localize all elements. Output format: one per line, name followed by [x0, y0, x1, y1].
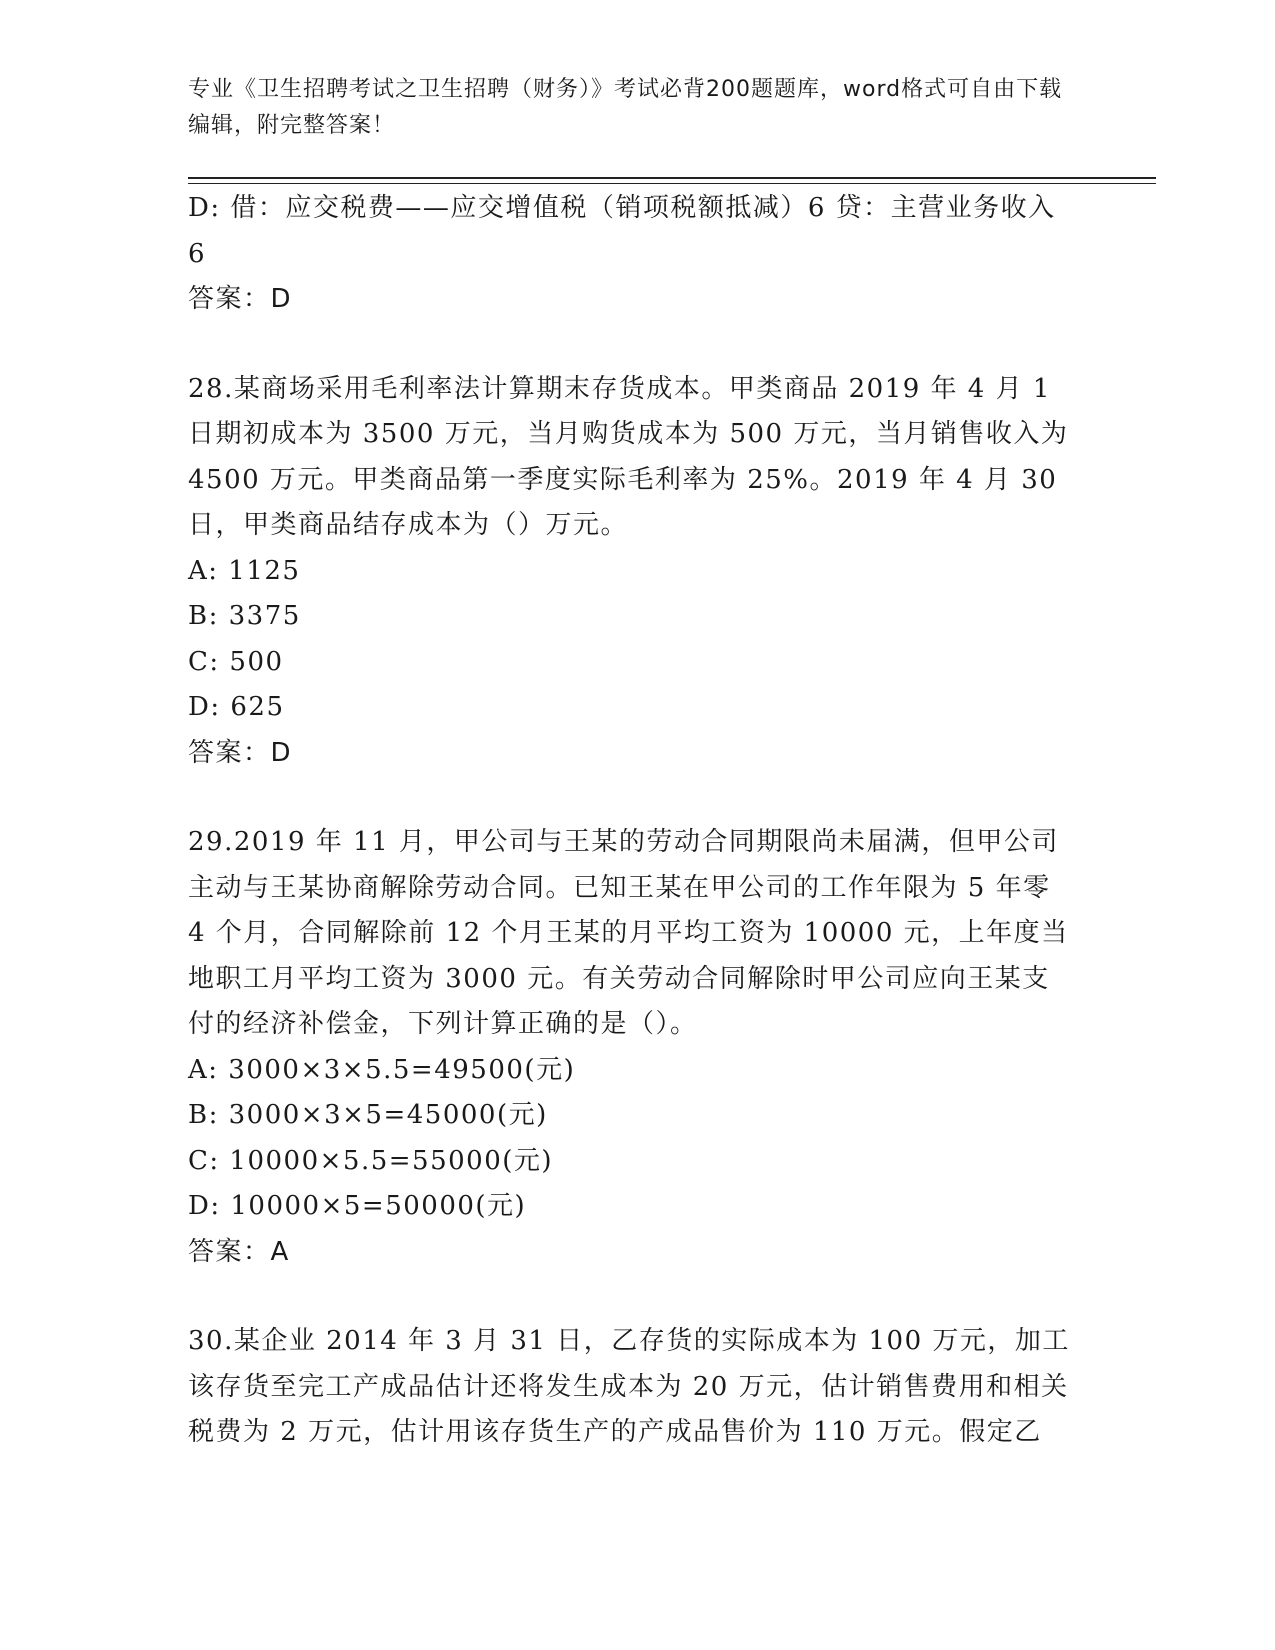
q30-stem: 30.某企业 2014 年 3 月 31 日，乙存货的实际成本为 100 万元，加工该存货至完工产成品估计还将发生成本为 20 万元，估计销售费用和相关税费为 2 万元，估计用该存货生产的产成品售价为 110 万元。假定乙 [188, 1326, 1070, 1447]
page-header: 专业《卫生招聘考试之卫生招聘（财务）》考试必背200题题库，word格式可自由下载编辑，附完整答案！ [188, 77, 1063, 138]
q27-answer: 答案：D [188, 284, 293, 314]
q28-option-c: C: 500 [188, 646, 284, 677]
q29-option-c: C: 10000×5.5=55000(元) [188, 1145, 554, 1176]
q28-option-a: A: 1125 [188, 555, 301, 586]
q28-answer: 答案：D [188, 737, 293, 768]
question-gap [188, 1275, 1073, 1319]
q29-answer: 答案：A [188, 1236, 290, 1267]
q29-option-d: D: 10000×5=50000(元) [188, 1191, 527, 1221]
header-divider-thick [188, 177, 1156, 179]
q28-option-d: D: 625 [188, 692, 285, 722]
question-gap [188, 323, 1073, 367]
q28-stem: 28.某商场采用毛利率法计算期末存货成本。甲类商品 2019 年 4 月 1 日期初成本为 3500 万元，当月购货成本为 500 万元，当月销售收入为 4500 万元。甲类商品第一季度实际毛利率为 25%。2019 年 4 月 30 日，甲类商品结存成本为（）万元。 [188, 373, 1069, 540]
q29-stem: 29.2019 年 11 月，甲公司与王某的劳动合同期限尚未届满，但甲公司主动与王某协商解除劳动合同。已知王某在甲公司的工作年限为 5 年零 4 个月，合同解除前 12 个月王某的月平均工资为 10000 元，上年度当地职工月平均工资为 3000 元。有关劳动合同解除时甲公司应向王某支付的经济补偿金，下列计算正确的是（）。 [188, 827, 1069, 1039]
question-gap [188, 776, 1073, 820]
q28-option-b: B: 3375 [188, 601, 301, 631]
header-divider-thin [188, 183, 1156, 184]
q29-option-a: A: 3000×3×5.5=49500(元) [188, 1054, 576, 1085]
q29-option-b: B: 3000×3×5=45000(元) [188, 1100, 548, 1130]
document-body [188, 186, 1073, 1456]
q27-option-d: D: 借：应交税费——应交增值税（销项税额抵减）6 贷：主营业务收入 6 [188, 193, 1056, 269]
